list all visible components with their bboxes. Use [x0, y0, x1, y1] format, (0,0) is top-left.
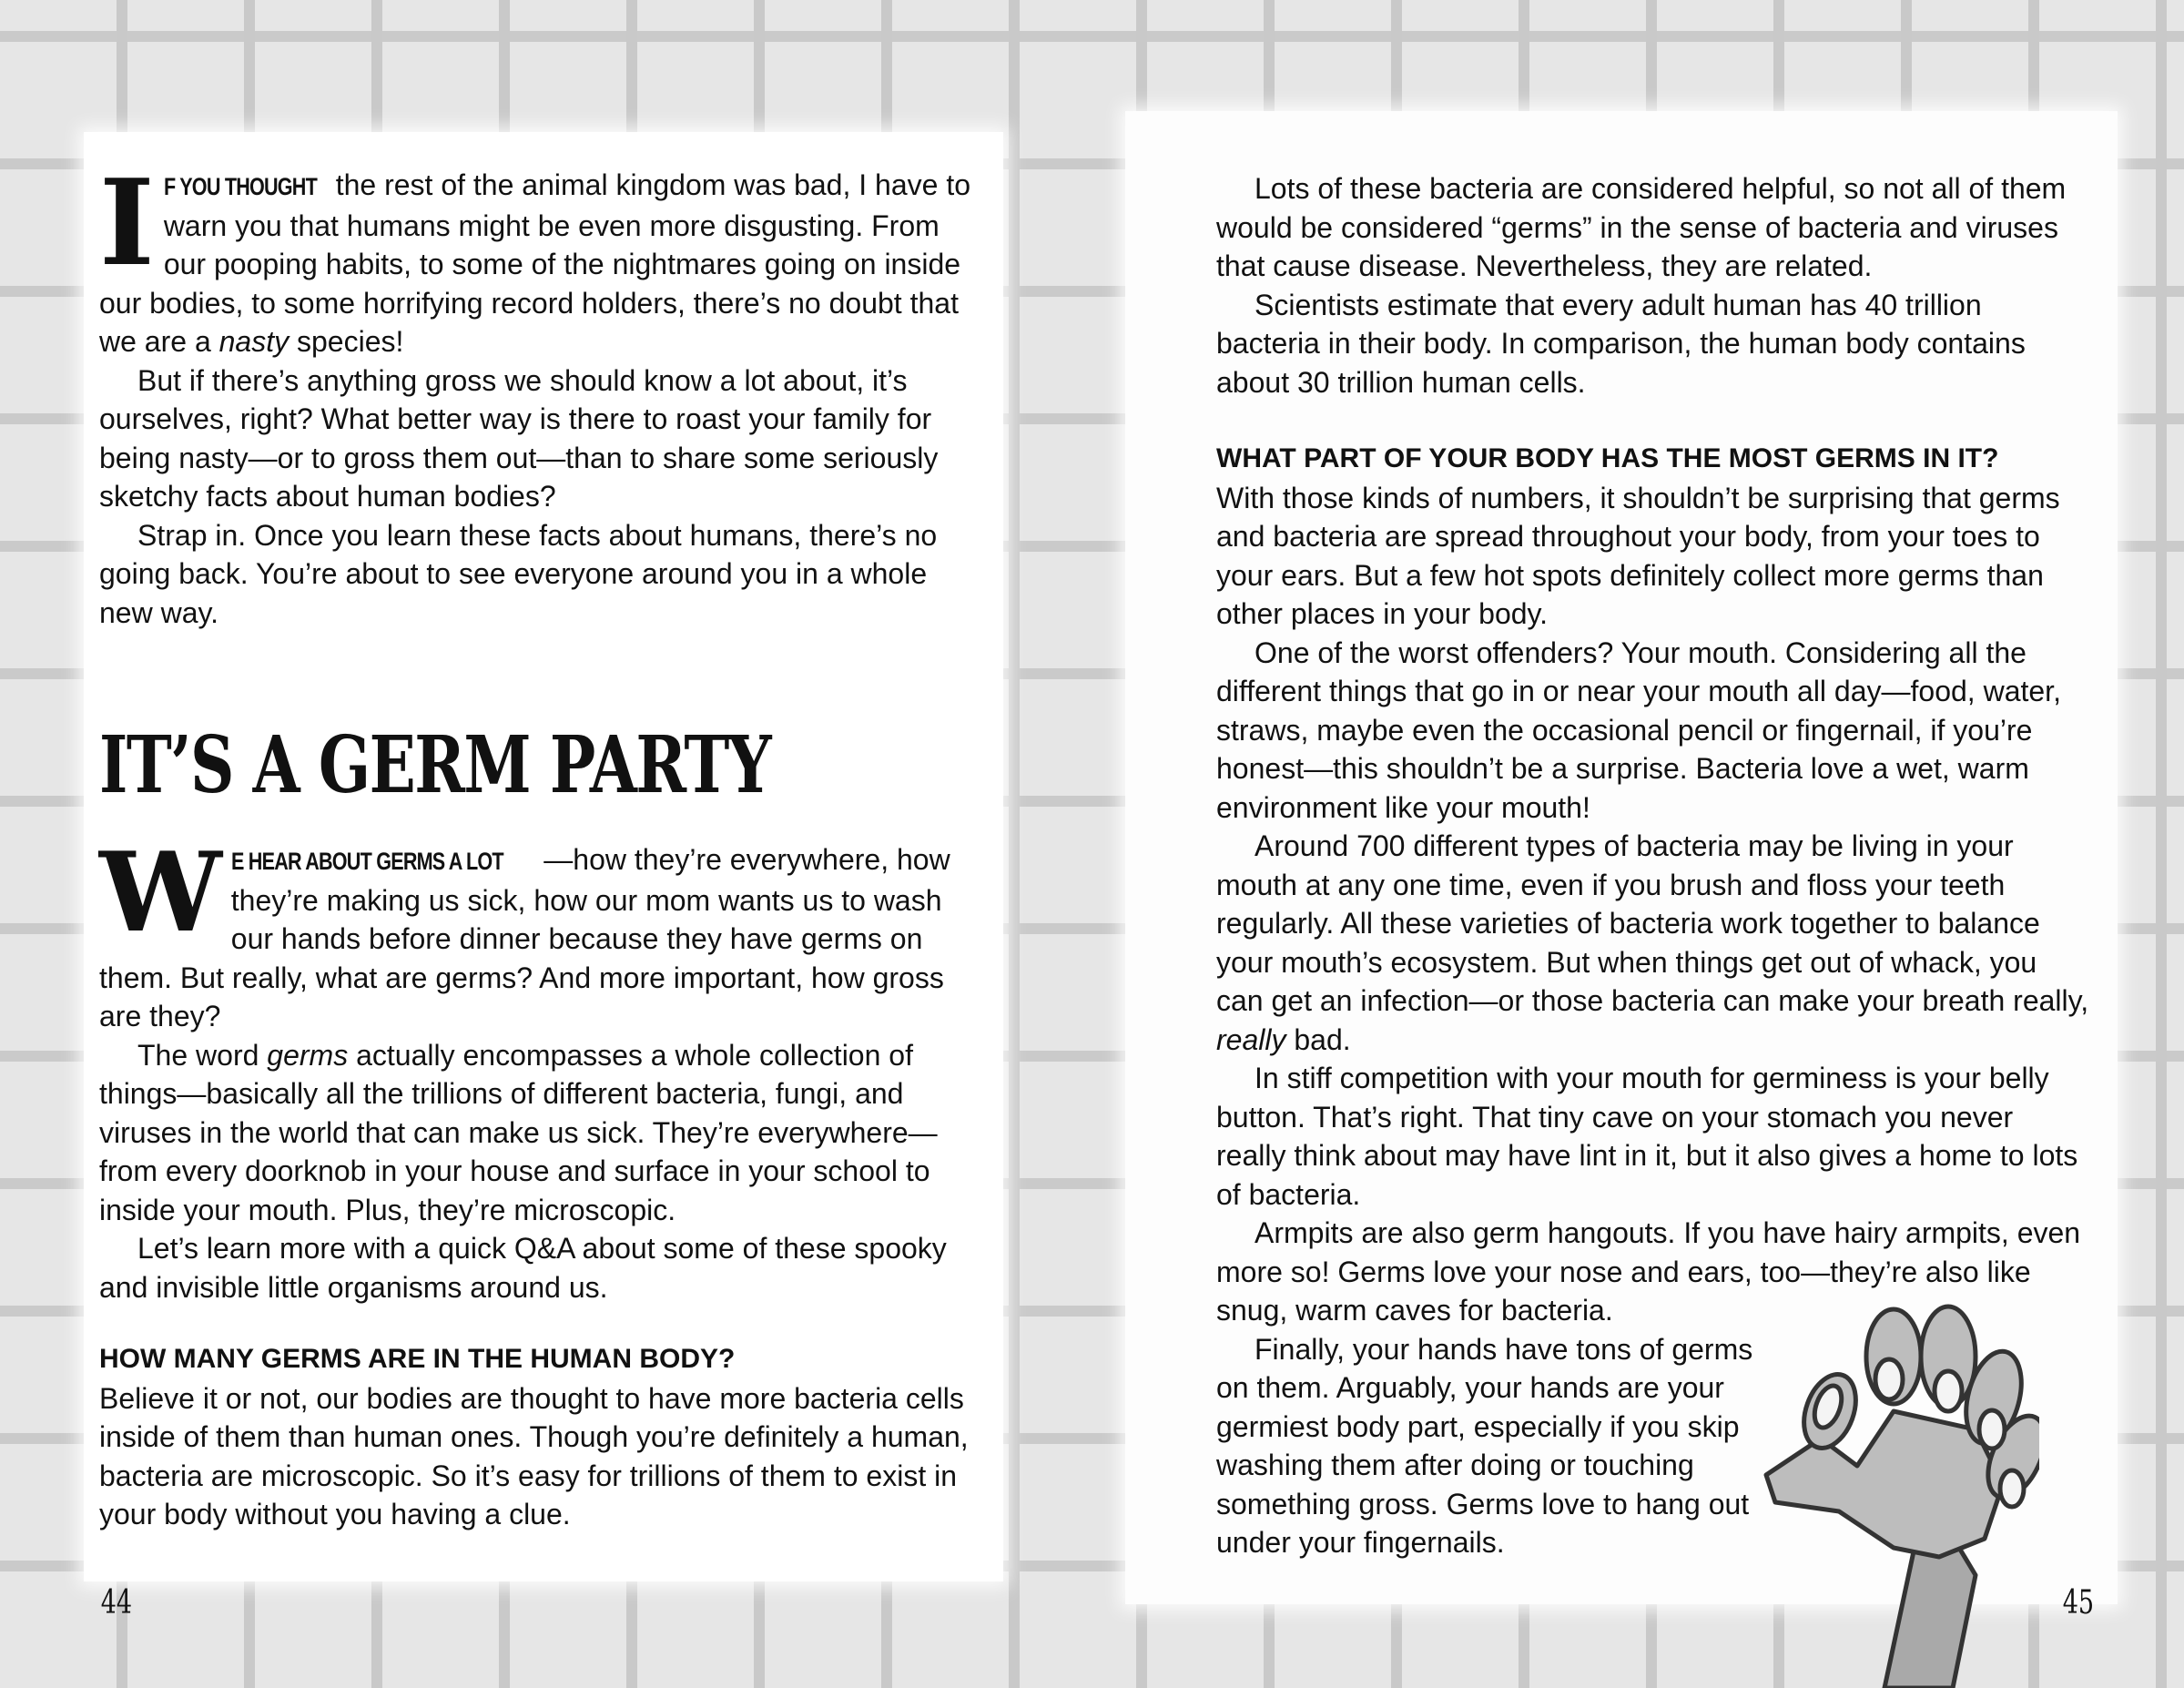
- paragraph: Lots of these bacteria are considered helpful, so not all of them would be considered “germs” in the sense of bacteria and viruses that cause disease. Nevertheless, they are related.: [1216, 172, 2067, 282]
- page-number: 44: [100, 1584, 133, 1622]
- text: —how they’re everywhere, how they’re making us sick, how our mom wants us to wash our hands before dinner because they have germs on them. But really, what are germs? And more important, how gross are they?: [99, 843, 950, 1032]
- paragraph: [99, 1036, 973, 1230]
- paragraph: Strap in. Once you learn these facts about humans, there’s no going back. You’re about to see everyone around you in a whole new way.: [99, 518, 938, 629]
- paragraph: Let’s learn more with a quick Q&A about some of these spooky and invisible little organisms around us.: [99, 1232, 947, 1304]
- text: actually encompasses a whole collection of things—basically all the trillions of different bacteria, fungi, and viruses in the world that can make us sick. They’re everywhere—from every doorknob in your house and surface in your school to inside your mouth. Plus, they’re microscopic.: [99, 1038, 938, 1226]
- section-heading: IT’S A GERM PARTY: [99, 719, 771, 811]
- drop-cap: W: [99, 829, 222, 957]
- paragraph: But if there’s anything gross we should know a lot about, it’s ourselves, right? What better way is there to roast your family for being nasty—or to gross them out—than to share some seriously sketchy facts about human bodies?: [99, 363, 939, 513]
- paragraph: Armpits are also germ hangouts. If you have hairy armpits, even more so! Germs love your nose and ears, too—they’re also like snug, warm caves for bacteria.: [1216, 1216, 2081, 1327]
- emphasis: germs: [267, 1038, 349, 1072]
- q1-section: [99, 1340, 973, 1534]
- drop-cap: I: [99, 153, 155, 292]
- text: bad.: [1285, 1022, 1351, 1056]
- paragraph: With those kinds of numbers, it shouldn’t be surprising that germs and bacteria are spread throughout your body, from your toes to your ears. But a few hot spots definitely collect more germs than other places in your body.: [1216, 481, 2060, 630]
- paragraph: Believe it or not, our bodies are thought to have more bacteria cells inside of them than human ones. Though you’re definitely a human, bacteria are microscopic. So it’s easy for trillions of them to exist in your body without you having a clue.: [99, 1381, 969, 1530]
- intro-paragraph: [99, 153, 973, 361]
- text: Around 700 different types of bacteria may be living in your mouth at any one time, even if you brush and floss your teeth regularly. All these varieties of bacteria work together to balance your mouth’s ecosystem. But when things get out of whack, you can get an infection—or those bacteria can make your breath really,: [1216, 829, 2089, 1017]
- paragraph: [99, 829, 973, 1036]
- paragraph: One of the worst offenders? Your mouth. Considering all the different things that go in or near your mouth all day—food, water, straws, maybe even the occasional pencil or fingernail, if you’re honest—this shouldn’t be a surprise. Bacteria love a wet, warm environment like your mouth!: [1216, 636, 2061, 824]
- page-number: 45: [2062, 1584, 2095, 1622]
- germs-section: [99, 829, 973, 1307]
- subheading: WHAT PART OF YOUR BODY HAS THE MOST GERMS IN IT?: [1216, 443, 1999, 473]
- zombie-hand-illustration: [1757, 1302, 2039, 1688]
- emphasis: really: [1216, 1022, 1286, 1056]
- paragraph: [1216, 827, 2090, 1059]
- text: species!: [289, 325, 404, 358]
- text: the rest of the animal kingdom was bad, I have to warn you that humans might be even more disgusting. From our pooping habits, to some of the nightmares going on inside our bodies, to some horrifying record holders, there’s no doubt that we are a: [99, 168, 970, 358]
- intro-section: [99, 153, 973, 632]
- text: The word: [137, 1038, 268, 1072]
- lead-in: E HEAR ABOUT GERMS A LOT: [230, 848, 503, 875]
- paragraph: In stiff competition with your mouth for germiness is your belly button. That’s right. That tiny cave on your stomach you never really think about may have lint in it, but it also gives a home to lots of bacteria.: [1216, 1062, 2078, 1211]
- lead-in: F YOU THOUGHT: [163, 173, 317, 200]
- paragraph: Scientists estimate that every adult human has 40 trillion bacteria in their body. In comparison, the human body contains about 30 trillion human cells.: [1216, 288, 2026, 399]
- subheading: HOW MANY GERMS ARE IN THE HUMAN BODY?: [99, 1344, 736, 1374]
- paragraph: Finally, your hands have tons of germs on them. Arguably, your hands are your germiest body part, especially if you skip washing them after doing or touching something gross. Germs love to hang out under your fingernails.: [1216, 1332, 1753, 1559]
- emphasis: nasty: [218, 325, 290, 358]
